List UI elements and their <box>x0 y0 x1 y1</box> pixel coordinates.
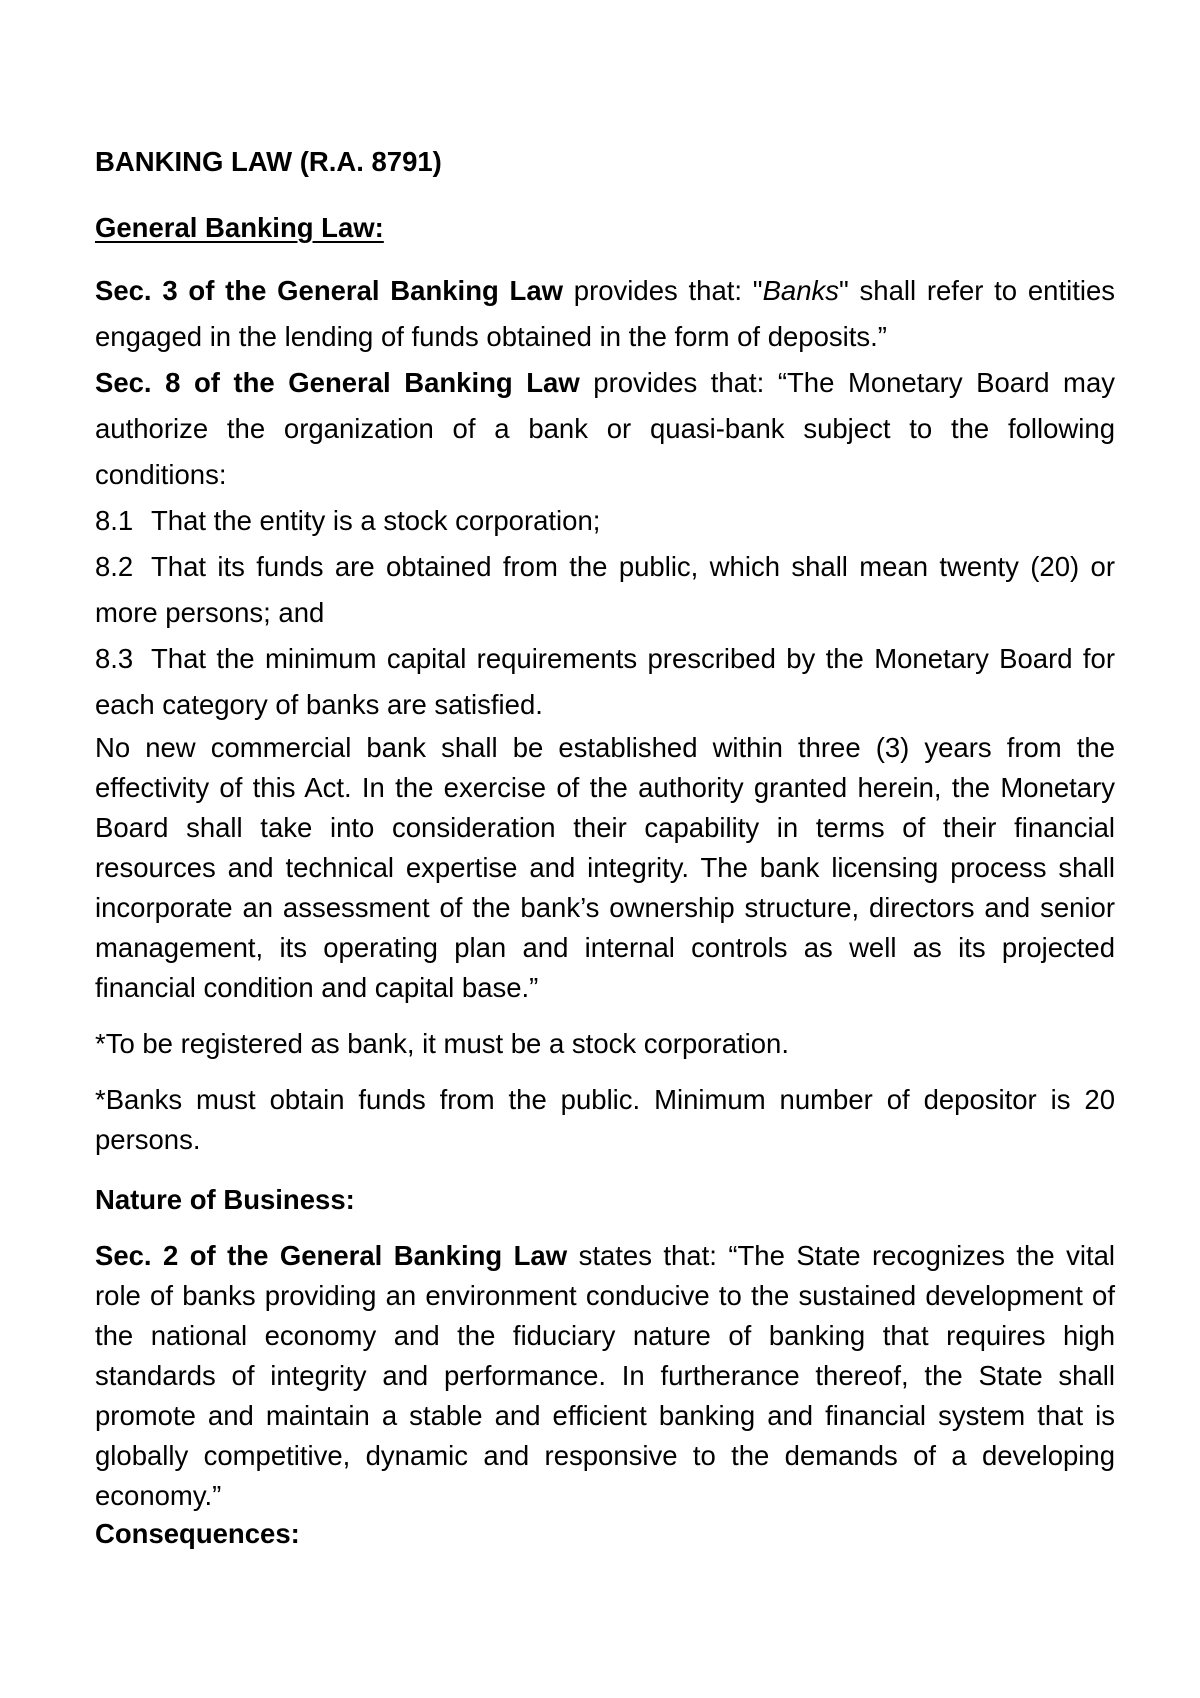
condition-text: That its funds are obtained from the public, which shall mean twenty (20) or more persons; and <box>95 551 1115 628</box>
nature-of-business-heading: Nature of Business: <box>95 1184 355 1215</box>
sec8-text: provides that: “The Monetary Board may authorize the organization of a bank or quasi-bank subject to the following conditions: <box>95 367 1116 490</box>
note-min-depositors: *Banks must obtain funds from the public. Minimum number of depositor is 20 persons. <box>95 1084 1115 1155</box>
condition-item <box>95 636 1115 728</box>
condition-text: That the minimum capital requirements prescribed by the Monetary Board for each category of banks are satisfied. <box>95 643 1115 720</box>
sec3-pre: provides that: " <box>563 275 763 306</box>
condition-item <box>95 544 1115 636</box>
note-stock-corporation: *To be registered as bank, it must be a stock corporation. <box>95 1028 789 1059</box>
consequences-heading: Consequences: <box>95 1518 300 1549</box>
condition-number: 8.2 <box>95 551 134 582</box>
sec3-post: " shall refer to entities engaged in the lending of funds obtained in the form of deposits.” <box>95 275 1115 352</box>
no-new-bank-paragraph: No new commercial bank shall be established within three (3) years from the effectivity of this Act. In the exercise of the authority granted herein, the Monetary Board shall take into consideration their capability in terms of their financial resources and technical expertise and integrity. The bank licensing process shall incorporate an assessment of the bank’s ownership structure, directors and senior management, its operating plan and internal controls as well as its projected financial condition and capital base.” <box>95 732 1115 1003</box>
condition-number: 8.1 <box>95 505 134 536</box>
sec3-term: Banks <box>762 275 839 306</box>
condition-item <box>95 498 1115 544</box>
sec8-paragraph <box>95 360 1115 498</box>
sec3-paragraph <box>95 268 1115 360</box>
condition-number: 8.3 <box>95 643 134 674</box>
document-page <box>95 140 1115 1552</box>
sec2-lead: Sec. 2 of the General Banking Law <box>95 1240 568 1271</box>
condition-text: That the entity is a stock corporation; <box>151 505 601 536</box>
sec2-text: states that: “The State recognizes the vital role of banks providing an environment conducive to the sustained development of the national economy and the fiduciary nature of banking that requires high standards of integrity and performance. In furtherance thereof, the State shall promote and maintain a stable and efficient banking and financial system that is globally competitive, dynamic and responsive to the demands of a developing economy.” <box>95 1240 1115 1511</box>
document-title: BANKING LAW (R.A. 8791) <box>95 146 442 177</box>
sec2-paragraph <box>95 1236 1115 1516</box>
sec3-lead: Sec. 3 of the General Banking Law <box>95 275 564 306</box>
general-banking-law-heading: General Banking Law: <box>95 212 384 243</box>
sec8-lead: Sec. 8 of the General Banking Law <box>95 367 580 398</box>
